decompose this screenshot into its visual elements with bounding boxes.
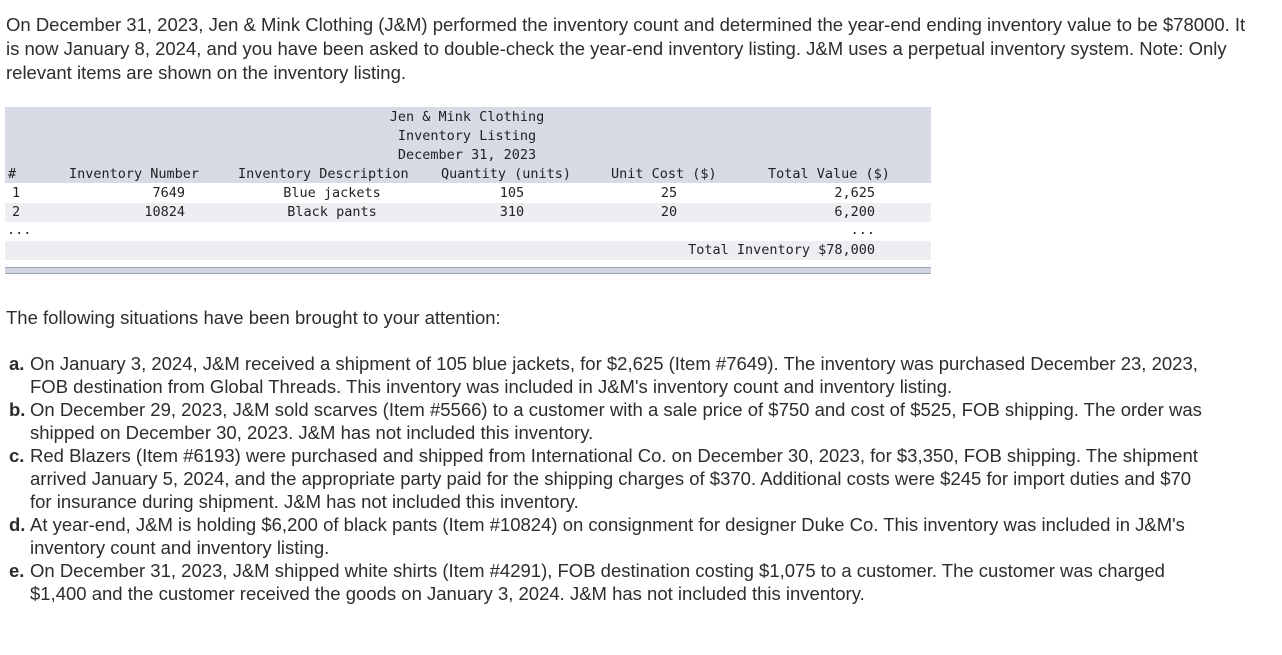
- situation-text: At year-end, J&M is holding $6,200 of black pants (Item #10824) on consignment for designer Duke Co. This inventory was included in J&M's inventory count and inventory listing.: [30, 514, 1185, 558]
- col-header-description: Inventory Description: [238, 166, 409, 182]
- row-total-value: 2,625: [834, 185, 875, 201]
- listing-title: Inventory Listing: [397, 128, 537, 144]
- situations-heading: The following situations have been brought to your attention:: [6, 307, 501, 328]
- situation-letter: b.: [9, 399, 26, 420]
- row-description: Black pants: [287, 204, 377, 220]
- situation-item: [6, 398, 1206, 444]
- situation-letter: c.: [9, 445, 25, 466]
- row-total-value: 6,200: [834, 204, 875, 220]
- row-inventory-number: 10824: [144, 204, 185, 220]
- row-quantity: 105: [499, 185, 525, 201]
- col-header-total-value: Total Value ($): [768, 166, 890, 182]
- situation-item: [6, 513, 1206, 559]
- situation-letter: e.: [9, 560, 25, 581]
- situation-text: Red Blazers (Item #6193) were purchased and shipped from International Co. on December 30, 2023, for $3,350, FOB shipping. The shipment arrived January 5, 2024, and the appropriate party paid for the shipping charges of $370. Additional costs were $245 for import duties and $70 for insurance during shipment. J&M has not included this inventory.: [30, 445, 1198, 512]
- col-header-num: #: [8, 166, 17, 182]
- row-unit-cost: 25: [660, 185, 678, 201]
- row-inventory-number: 7649: [152, 185, 185, 201]
- row-num: 1: [12, 185, 21, 201]
- listing-company-name: Jen & Mink Clothing: [389, 109, 545, 125]
- total-inventory-line: Total Inventory $78,000: [688, 242, 875, 258]
- col-header-unit-cost: Unit Cost ($): [611, 166, 717, 182]
- situation-text: On December 31, 2023, J&M shipped white shirts (Item #4291), FOB destination costing $1,075 to a customer. The customer was charged $1,400 and the customer received the goods on January 3, 2024. J&M has not included this inventory.: [30, 560, 1165, 604]
- col-header-inventory-number: Inventory Number: [69, 166, 200, 182]
- row-band: [5, 183, 931, 203]
- inventory-listing-table: [5, 107, 931, 275]
- situation-item: [6, 444, 1206, 513]
- situation-letter: d.: [9, 514, 26, 535]
- row-quantity: 310: [499, 204, 525, 220]
- situation-letter: a.: [9, 353, 25, 374]
- situation-item: [6, 559, 1206, 605]
- row-unit-cost: 20: [660, 204, 678, 220]
- row-band: [5, 222, 931, 241]
- col-header-quantity: Quantity (units): [441, 166, 572, 182]
- situation-item: [6, 352, 1206, 398]
- row-num: 2: [12, 204, 21, 220]
- ellipsis-right: ...: [850, 222, 875, 238]
- row-description: Blue jackets: [283, 185, 381, 201]
- situations-list: [6, 352, 1206, 605]
- situation-text: On January 3, 2024, J&M received a shipment of 105 blue jackets, for $2,625 (Item #7649). The inventory was purchased December 23, 2023, FOB destination from Global Threads. This inventory was included in J&M's inventory count and inventory listing.: [30, 353, 1198, 397]
- listing-date: December 31, 2023: [397, 147, 537, 163]
- ellipsis-left: ...: [7, 222, 32, 238]
- intro-paragraph: On December 31, 2023, Jen & Mink Clothing (J&M) performed the inventory count and determined the year-end ending inventory value to be $78000. It is now January 8, 2024, and you have been asked to double-check the year-end inventory listing. J&M uses a perpetual inventory system. Note: Only relevant items are shown on the inventory listing.: [6, 14, 1246, 83]
- table-bottom-rule: [5, 267, 931, 274]
- situation-text: On December 29, 2023, J&M sold scarves (Item #5566) to a customer with a sale price of $750 and cost of $525, FOB shipping. The order was shipped on December 30, 2023. J&M has not included this inventory.: [30, 399, 1202, 443]
